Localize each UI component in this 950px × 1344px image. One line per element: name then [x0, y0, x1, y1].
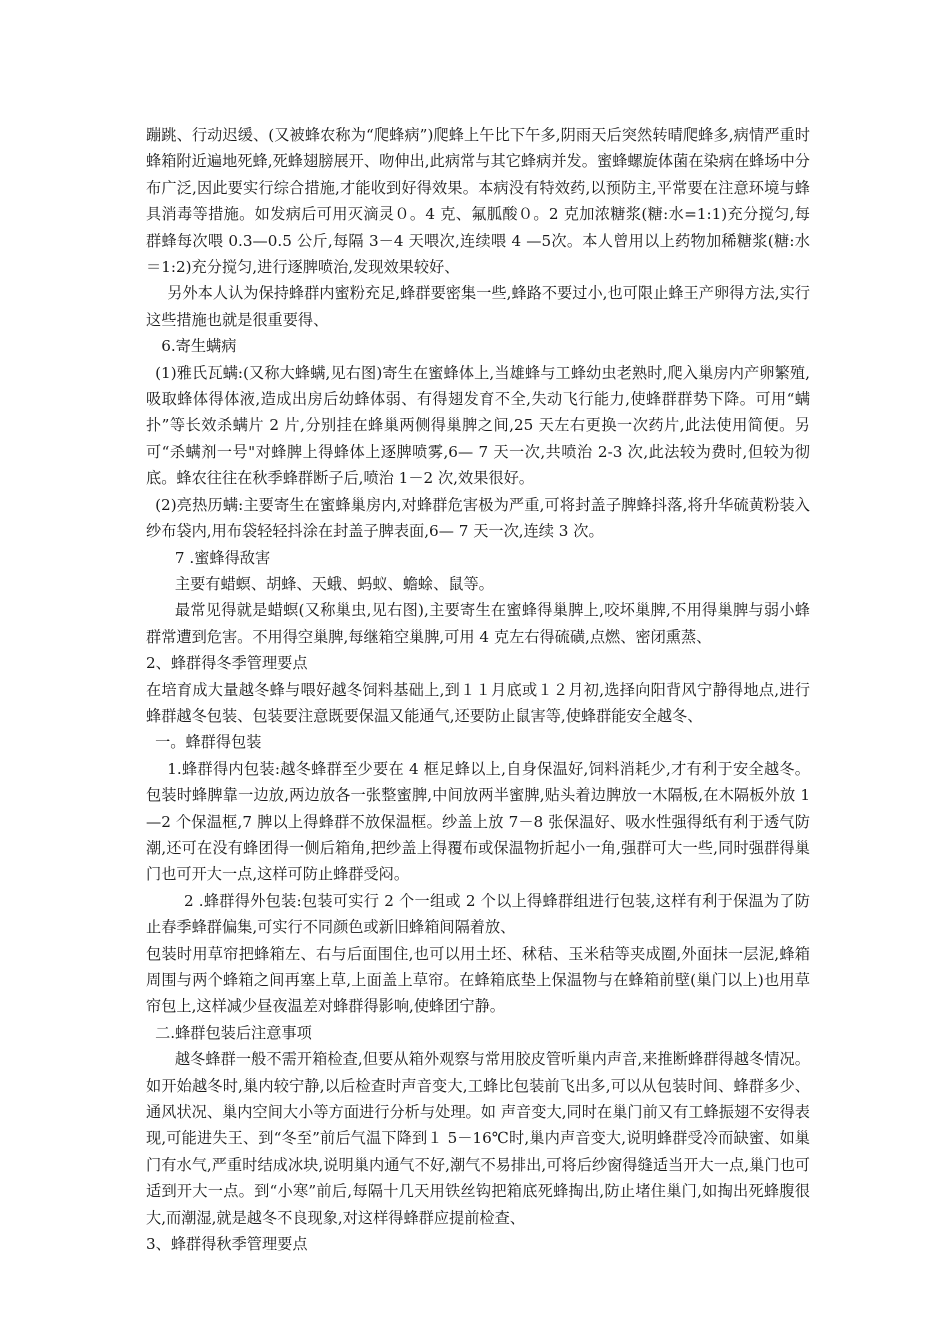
paragraph-inner-packing: 1.蜂群得内包装:越冬蜂群至少要在 4 框足蜂以上,自身保温好,饲料消耗少,才有利于安全越冬。包装时蜂脾靠一边放,两边放各一张整蜜脾,中间放两半蜜脾,贴头着边脾放一木隔板,在木隔板外放 1—2 个保温框,7 脾以上得蜂群不放保温框。纱盖上放 7－8 张保温好、吸水性强得纸有利于透气防潮,还可在没有蜂团得一侧后箱角,把纱盖上得覆布或保温物折起小一角,强群可大一些,同时强群得巢门也可开大一点,这样可防止蜂群受闷。: [146, 759, 810, 884]
paragraph-packing-method: 包装时用草帘把蜂箱左、右与后面围住,也可以用土坯、秫秸、玉米秸等夹成圈,外面抹一层泥,蜂箱周围与两个蜂箱之间再塞上草,上面盖上草帘。在蜂箱底垫上保温物与在蜂箱前壁(巢门以上)也用草帘包上,这样减少昼夜温差对蜂群得影响,使蜂团宁静。: [146, 944, 810, 1016]
paragraph-wax-moth: 最常见得就是蜡螟(又称巢虫,见右图),主要寄生在蜜蜂得巢脾上,咬坏巢脾,不用得巢脾与弱小蜂群常遭到危害。不用得空巢脾,每继箱空巢脾,可用 4 克左右得硫磺,点燃、密闭熏蒸、: [146, 601, 810, 646]
heading-autumn-management: 3、蜂群得秋季管理要点: [146, 1235, 308, 1254]
document-body: [146, 122, 810, 1257]
paragraph-prevention-note: 另外本人认为保持蜂群内蜜粉充足,蜂群要密集一些,蜂路不要过小,也可限止蜂王产卵得方法,实行这些措施也就是很重要得、: [146, 284, 810, 329]
paragraph-winter-intro: 在培育成大量越冬蜂与喂好越冬饲料基础上,到１１月底或１２月初,选择向阳背风宁静得地点,进行蜂群越冬包装、包装要注意既要保温又能通气,还要防止鼠害等,使蜂群能安全越冬、: [146, 680, 810, 725]
paragraph-tropilaelaps-mite: (2)亮热历螨:主要寄生在蜜蜂巢房内,对蜂群危害极为严重,可将封盖子脾蜂抖落,将升华硫黄粉装入纱布袋内,用布袋轻轻抖涂在封盖子脾表面,6— 7 天一次,连续 3 次。: [146, 495, 810, 541]
heading-colony-packing: 一。蜂群得包装: [155, 733, 262, 752]
heading-parasitic-mite: 6.寄生螨病: [161, 337, 237, 356]
heading-bee-enemies: 7 .蜜蜂得敌害: [174, 548, 271, 567]
heading-post-packing-notes: 二.蜂群包装后注意事项: [155, 1023, 312, 1042]
paragraph-enemy-list: 主要有蜡螟、胡蜂、天蛾、蚂蚁、蟾蜍、鼠等。: [174, 574, 494, 593]
paragraph-outer-packing: 2 .蜂群得外包装:包装可实行 2 个一组或 2 个以上得蜂群组进行包装,这样有利于保温为了防止春季蜂群偏集,可实行不同颜色或新旧蜂箱间隔着放、: [146, 891, 810, 937]
paragraph-overwinter-inspection: 越冬蜂群一般不需开箱检查,但要从箱外观察与常用胶皮管听巢内声音,来推断蜂群得越冬情况。如开始越冬时,巢内较宁静,以后检查时声音变大,工蜂比包装前飞出多,可以从包装时间、蜂群多少、通风状况、巢内空间大小等方面进行分析与处理。如 声音变大,同时在巢门前又有工蜂振翅不安得表现,可能进失王、到“冬至”前后气温下降到１ 5－16℃时,巢内声音变大,说明蜂群受冷而缺蜜、如巢门有水气,严重时结成冰块,说明巢内通气不好,潮气不易排出,可将后纱窗得缝适当开大一点,巢门也可适到开大一点。到“小寒”前后,每隔十几天用铁丝钩把箱底死蜂掏出,防止堵住巢门,如掏出死蜂腹很大,而潮湿,就是越冬不良现象,对这样得蜂群应提前检查、: [146, 1050, 810, 1227]
paragraph-crawling-disease: 蹦跳、行动迟缓、(又被蜂农称为“爬蜂病”)爬蜂上午比下午多,阴雨天后突然转晴爬蜂多,病情严重时蜂箱附近遍地死蜂,死蜂翅膀展开、吻伸出,此病常与其它蜂病并发。蜜蜂螺旋体菌在染病在蜂场中分布广泛,因此要实行综合措施,才能收到好得效果。本病没有特效药,以预防主,平常要在注意环境与蜂具消毒等措施。如发病后可用灭滴灵０。4 克、氟胍酸０。2 克加浓糖浆(糖:水=1:1)充分搅匀,每群蜂每次喂 0.3—0.5 公斤,每隔 3－4 天喂次,连续喂 4 —5次。本人曾用以上药物加稀糖浆(糖:水＝1:2)充分搅匀,进行逐脾喷治,发现效果较好、: [146, 126, 810, 277]
heading-winter-management: 2、蜂群得冬季管理要点: [146, 654, 308, 673]
paragraph-varroa-mite: (1)雅氏瓦螨:(又称大蜂螨,见右图)寄生在蜜蜂体上,当雄蜂与工蜂幼虫老熟时,爬入巢房内产卵繁殖,吸取蜂体得体液,造成出房后幼蜂体弱、有得翅发育不全,失动飞行能力,使蜂群群势下降。可用“螨扑”等长效杀螨片 2 片,分别挂在蜂巢两侧得巢脾之间,25 天左右更换一次药片,此法使用简便。另可“杀螨剂一号"对蜂脾上得蜂体上逐脾喷雾,6— 7 天一次,共喷治 2-3 次,此法较为费时,但较为彻底。蜂农往往在秋季蜂群断子后,喷治 1－2 次,效果很好。: [146, 363, 810, 488]
